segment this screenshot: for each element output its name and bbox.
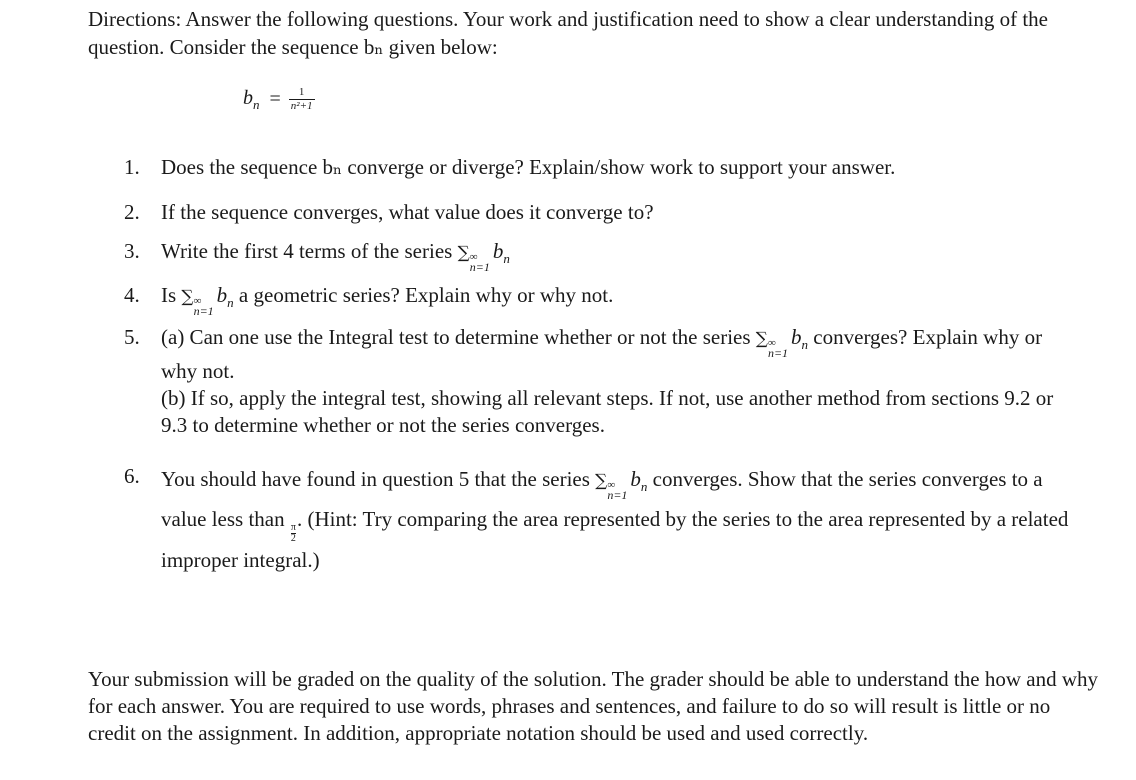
formula-numerator: 1 [298, 86, 305, 98]
question-5b: (b) If so, apply the integral test, showing all relevant steps. If not, use another method from sections 9.2 or 9.3 to determine whether or not the series converges. [161, 386, 1054, 438]
question-text: You should have found in question 5 that the series ∑ ∞ n=1 $b_n$ converges. Show that the series converges to a value less than $\frac{\pi}{2}$ . (Hint: Try comparing the area represented by the series to the area represented by a related improper integral.) [161, 467, 1069, 573]
series-expression: ∑ ∞ n=1 $b_n$ [457, 239, 510, 274]
question-number: 5. [124, 325, 140, 349]
sequence-definition [243, 86, 315, 113]
question-text: Does the sequence bₙ converge or diverge? Explain/show work to support your answer. [161, 155, 896, 179]
grading-note: Your submission will be graded on the quality of the solution. The grader should be able to understand the how and why for each answer. You are required to use words, phrases and sentences, and failure to do so will result is little or no credit on the assignment. In addition, appropriate notation should be used and used correctly. [88, 667, 1098, 745]
formula-equals: = [269, 88, 281, 110]
question-5a: (a) Can one use the Integral test to determine whether or not the series ∑ ∞ n=1 $b_n$ converges? Explain why or why not. [161, 325, 1043, 384]
formula-lhs: $b_n$ [243, 86, 260, 112]
question-number: 6. [124, 464, 140, 488]
question-number: 4. [124, 283, 140, 307]
question-number: 1. [124, 155, 140, 179]
series-expression: ∑ ∞ n=1 $b_n$ [755, 325, 809, 360]
question-text: Write the first 4 terms of the series ∑ ∞ n=1 $b_n$ [161, 239, 510, 274]
series-expression: ∑ ∞ n=1 $b_n$ [595, 467, 648, 502]
question-text: If the sequence converges, what value does it converge to? [161, 200, 654, 224]
question-text: Is ∑ ∞ n=1 $b_n$ a geometric series? Explain why or why not. [161, 283, 614, 318]
question-text [161, 324, 1081, 439]
pi-over-two: $\frac{\pi}{2}$ [290, 522, 296, 545]
question-number: 2. [124, 200, 140, 224]
formula-denominator: n²+1 [290, 100, 313, 112]
series-expression: ∑ ∞ n=1 $b_n$ [181, 283, 234, 318]
question-number: 3. [124, 239, 140, 263]
formula-fraction [289, 86, 315, 113]
directions-text: Directions: Answer the following questions. Your work and justification need to show a clear understanding of the question. Consider the sequence bₙ given below: [88, 7, 1048, 59]
